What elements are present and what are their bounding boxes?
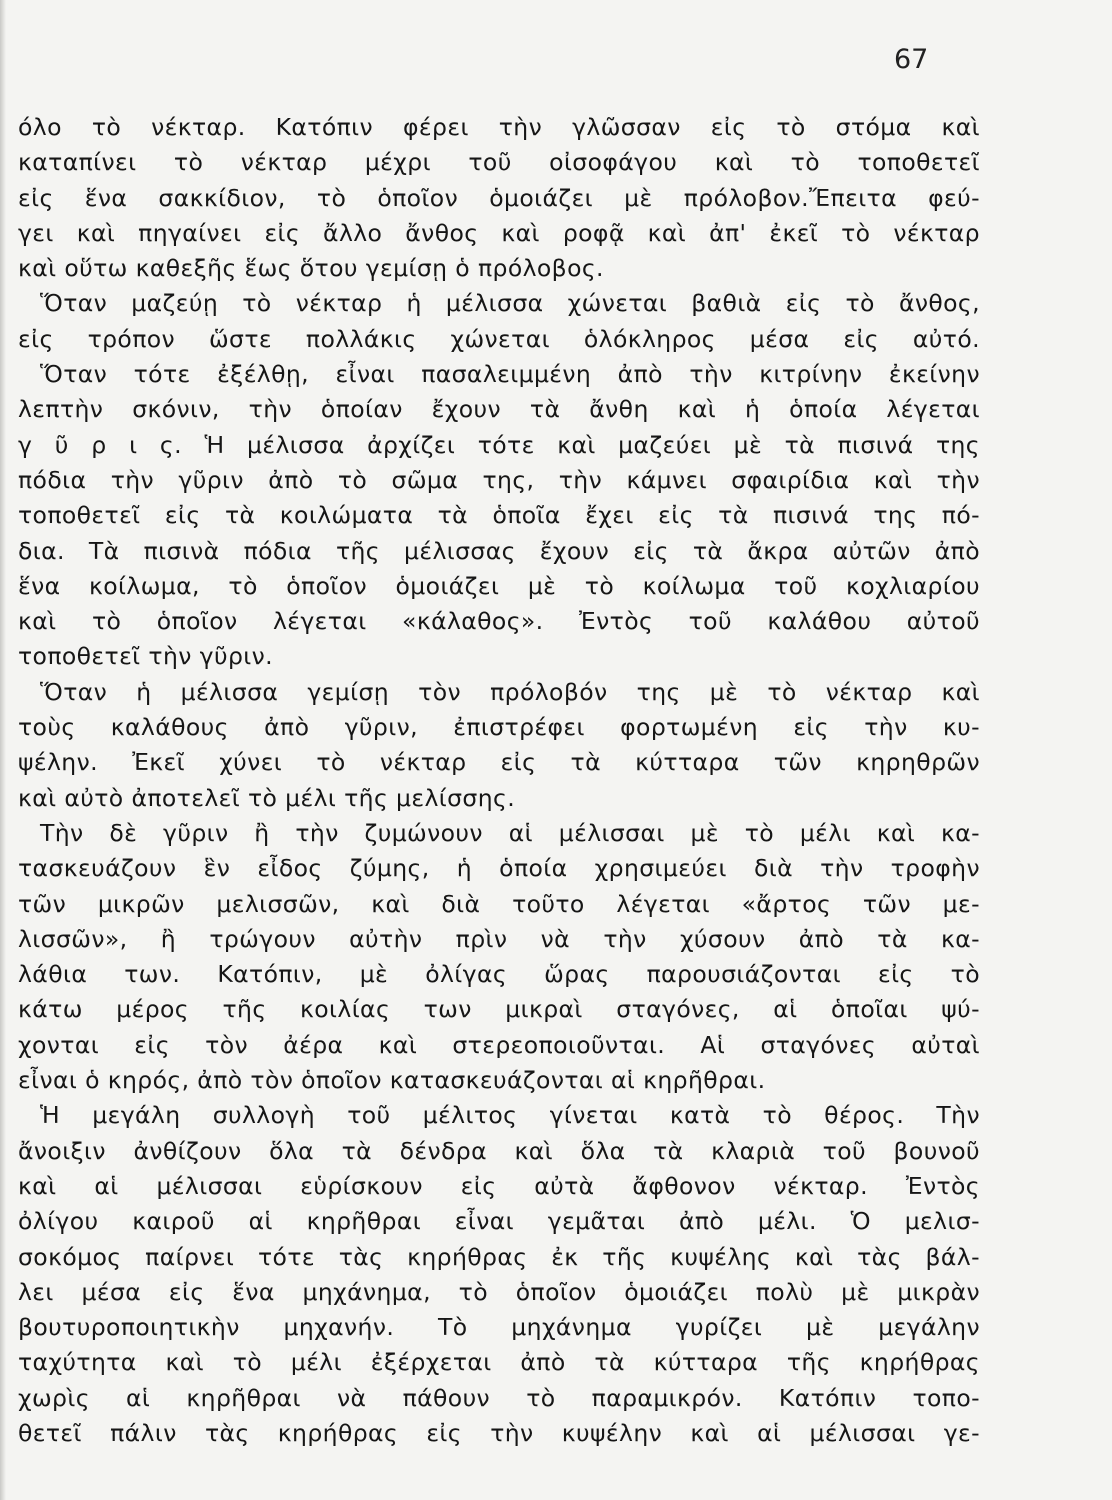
- text-line: γει καὶ πηγαίνει εἰς ἄλλο ἄνθος καὶ ροφᾷ καὶ ἀπ' ἐκεῖ τὸ νέκταρ: [18, 218, 980, 247]
- text-line: εἰς τρόπον ὥστε πολλάκις χώνεται ὁλόκληρος μέσα εἰς αὐτό.: [18, 324, 980, 353]
- text-line: ὀλίγου καιροῦ αἱ κηρῆθραι εἶναι γεμᾶται ἀπὸ μέλι. Ὁ μελισ-: [18, 1207, 980, 1236]
- text-line: καὶ τὸ ὁποῖον λέγεται «κάλαθος». Ἐντὸς τοῦ καλάθου αὐτοῦ: [18, 607, 980, 636]
- page-spine-shadow: [0, 0, 6, 1500]
- text-line: εἶναι ὁ κηρός, ἀπὸ τὸν ὁποῖον κατασκευάζονται αἱ κηρῆθραι.: [18, 1066, 766, 1095]
- text-line: χωρὶς αἱ κηρῆθραι νὰ πάθουν τὸ παραμικρόν. Κατόπιν τοπο-: [18, 1383, 980, 1412]
- text-line: Ὅταν μαζεύῃ τὸ νέκταρ ἡ μέλισσα χώνεται βαθιὰ εἰς τὸ ἄνθος,: [40, 289, 980, 318]
- text-line: δια. Τὰ πισινὰ πόδια τῆς μέλισσας ἔχουν εἰς τὰ ἄκρα αὐτῶν ἀπὸ: [18, 536, 980, 565]
- text-line: τασκευάζουν ἓν εἶδος ζύμης, ἡ ὁποία χρησιμεύει διὰ τὴν τροφὴν: [18, 854, 980, 883]
- text-line: τοποθετεῖ εἰς τὰ κοιλώματα τὰ ὁποῖα ἔχει εἰς τὰ πισινά της πό-: [18, 501, 980, 530]
- text-line: κάτω μέρος τῆς κοιλίας των μικραὶ σταγόνες, αἱ ὁποῖαι ψύ-: [18, 995, 980, 1024]
- text-line: Ὅταν ἡ μέλισσα γεμίσῃ τὸν πρόλοβόν της μὲ τὸ νέκταρ καὶ: [40, 677, 980, 706]
- text-line: λεπτὴν σκόνιν, τὴν ὁποίαν ἔχουν τὰ ἄνθη καὶ ἡ ὁποία λέγεται: [18, 395, 980, 424]
- text-line: τοὺς καλάθους ἀπὸ γῦριν, ἐπιστρέφει φορτωμένη εἰς τὴν κυ-: [18, 713, 980, 742]
- text-line: Ὅταν τότε ἐξέλθῃ, εἶναι πασαλειμμένη ἀπὸ τὴν κιτρίνην ἐκείνην: [40, 360, 980, 389]
- text-line: Τὴν δὲ γῦριν ἢ τὴν ζυμώνουν αἱ μέλισσαι μὲ τὸ μέλι καὶ κα-: [40, 818, 980, 847]
- text-line: καταπίνει τὸ νέκταρ μέχρι τοῦ οἰσοφάγου καὶ τὸ τοποθετεῖ: [18, 148, 980, 177]
- text-line: σοκόμος παίρνει τότε τὰς κηρήθρας ἐκ τῆς κυψέλης καὶ τὰς βάλ-: [18, 1242, 980, 1271]
- text-line: λισσῶν», ἢ τρώγουν αὐτὴν πρὶν νὰ τὴν χύσουν ἀπὸ τὰ κα-: [18, 924, 980, 953]
- text-line: τοποθετεῖ τὴν γῦριν.: [18, 642, 274, 671]
- page-number: 67: [894, 44, 929, 75]
- text-line: όλο τὸ νέκταρ. Κατόπιν φέρει τὴν γλῶσσαν εἰς τὸ στόμα καὶ: [18, 113, 980, 141]
- text-line: ταχύτητα καὶ τὸ μέλι ἐξέρχεται ἀπὸ τὰ κύτταρα τῆς κηρήθρας: [18, 1348, 980, 1377]
- text-line: λει μέσα εἰς ἕνα μηχάνημα, τὸ ὁποῖον ὁμοιάζει πολὺ μὲ μικρὰν: [18, 1277, 980, 1306]
- text-line: χονται εἰς τὸν ἀέρα καὶ στερεοποιοῦνται. Αἱ σταγόνες αὐταὶ: [18, 1030, 980, 1059]
- text-line: λάθια των. Κατόπιν, μὲ ὀλίγας ὥρας παρουσιάζονται εἰς τὸ: [18, 960, 980, 989]
- text-line: ἕνα κοίλωμα, τὸ ὁποῖον ὁμοιάζει μὲ τὸ κοίλωμα τοῦ κοχλιαρίου: [18, 571, 980, 600]
- text-line: τῶν μικρῶν μελισσῶν, καὶ διὰ τοῦτο λέγεται «ἄρτος τῶν με-: [18, 889, 980, 918]
- text-line: ἄνοιξιν ἀνθίζουν ὅλα τὰ δένδρα καὶ ὅλα τὰ κλαριὰ τοῦ βουνοῦ: [18, 1136, 980, 1165]
- text-line: καὶ αἱ μέλισσαι εὑρίσκουν εἰς αὐτὰ ἄφθονον νέκταρ. Ἐντὸς: [18, 1171, 980, 1200]
- body-text: [18, 110, 980, 1451]
- text-line: Ἡ μεγάλη συλλογὴ τοῦ μέλιτος γίνεται κατὰ τὸ θέρος. Τὴν: [40, 1101, 980, 1130]
- text-line: θετεῖ πάλιν τὰς κηρήθρας εἰς τὴν κυψέλην καὶ αἱ μέλισσαι γε-: [18, 1418, 980, 1447]
- text-line: βουτυροποιητικὴν μηχανήν. Τὸ μηχάνημα γυρίζει μὲ μεγάλην: [18, 1313, 980, 1342]
- text-line: καὶ αὐτὸ ἀποτελεῖ τὸ μέλι τῆς μελίσσης.: [18, 783, 516, 812]
- text-line: γ ῦ ρ ι ς. Ἡ μέλισσα ἀρχίζει τότε καὶ μαζεύει μὲ τὰ πισινά της: [18, 430, 980, 459]
- text-line: ψέλην. Ἐκεῖ χύνει τὸ νέκταρ εἰς τὰ κύτταρα τῶν κηρηθρῶν: [18, 748, 980, 777]
- text-line: πόδια τὴν γῦριν ἀπὸ τὸ σῶμα της, τὴν κάμνει σφαιρίδια καὶ τὴν: [18, 465, 980, 494]
- text-line: καὶ οὕτω καθεξῆς ἕως ὅτου γεμίσῃ ὁ πρόλοβος.: [18, 254, 604, 283]
- text-line: εἰς ἕνα σακκίδιον, τὸ ὁποῖον ὁμοιάζει μὲ πρόλοβον.Ἔπειτα φεύ-: [18, 183, 980, 212]
